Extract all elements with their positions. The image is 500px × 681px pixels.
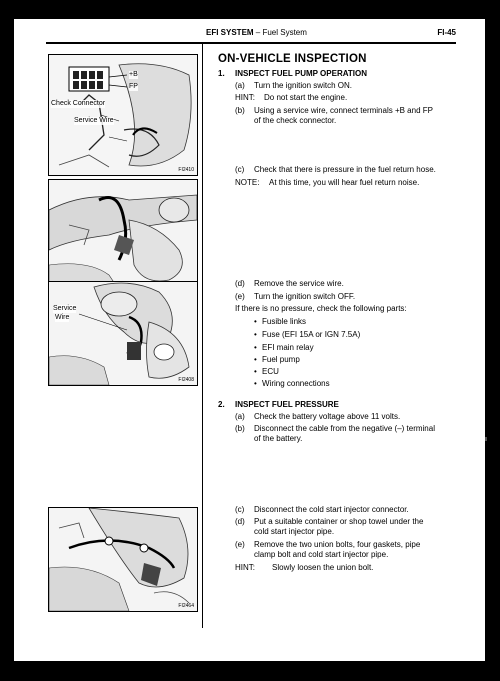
step-2c-label: (c)	[235, 505, 245, 514]
step-1c-label: (c)	[235, 165, 245, 174]
fuel-return-hose-illustration	[49, 180, 197, 290]
if-no-pressure-text: If there is no pressure, check the following parts:	[235, 304, 407, 313]
step-2d-line2: cold start injector pipe.	[254, 527, 335, 536]
step-1b-line2: of the check connector.	[254, 116, 337, 125]
step-2e-line2: clamp bolt and cold start injector pipe.	[254, 550, 389, 559]
hint-1-label: HINT:	[235, 93, 255, 102]
section1-number: 1.	[218, 69, 225, 78]
wire-label: Wire	[55, 314, 70, 321]
figure-code: FI2408	[178, 377, 194, 383]
cold-start-injector-illustration	[49, 508, 197, 611]
step-2b-line2: of the battery.	[254, 434, 303, 443]
manual-page	[14, 19, 485, 661]
terminal-b-label: +B	[129, 71, 138, 78]
figure-check-connector	[48, 54, 198, 176]
section2-number: 2.	[218, 400, 225, 409]
figure-cold-start-injector	[48, 507, 198, 612]
part-item: • Fusible links	[254, 317, 306, 327]
header-title: EFI SYSTEM – Fuel System	[206, 28, 307, 37]
part-item: • EFI main relay	[254, 343, 314, 353]
edge-mark	[485, 437, 487, 441]
column-divider	[202, 43, 203, 628]
section2-heading: INSPECT FUEL PRESSURE	[235, 400, 339, 409]
step-1e-label: (e)	[235, 292, 245, 301]
step-2e-line1: Remove the two union bolts, four gaskets, pipe	[254, 540, 421, 549]
step-1e-text: Turn the ignition switch OFF.	[254, 292, 356, 301]
step-1b-line1: Using a service wire, connect terminals +B and FP	[254, 106, 433, 115]
step-1d-text: Remove the service wire.	[254, 279, 344, 288]
terminal-fp-label: FP	[129, 83, 138, 90]
hint-2-text: Slowly loosen the union bolt.	[272, 563, 374, 572]
section1-heading: INSPECT FUEL PUMP OPERATION	[235, 69, 368, 78]
step-2e-label: (e)	[235, 540, 245, 549]
step-2d-line1: Put a suitable container or shop towel under the	[254, 517, 424, 526]
step-2b-label: (b)	[235, 424, 245, 433]
hint-1-text: Do not start the engine.	[264, 93, 348, 102]
part-item: • Fuse (EFI 15A or IGN 7.5A)	[254, 330, 360, 340]
service-wire-illustration	[49, 282, 197, 385]
figure-service-wire-removal	[48, 281, 198, 386]
note-text: At this time, you will hear fuel return noise.	[269, 178, 420, 187]
figure-code: FI2410	[178, 167, 194, 173]
note-label: NOTE:	[235, 178, 260, 187]
step-1a-text: Turn the ignition switch ON.	[254, 81, 352, 90]
service-label: Service	[53, 305, 77, 312]
step-1d-label: (d)	[235, 279, 245, 288]
step-1a-label: (a)	[235, 81, 245, 90]
part-item: • ECU	[254, 367, 279, 377]
page-header	[46, 28, 456, 40]
step-2b-line1: Disconnect the cable from the negative (–) terminal	[254, 424, 435, 433]
step-2a-label: (a)	[235, 412, 245, 421]
section-title: ON-VEHICLE INSPECTION	[218, 53, 367, 65]
service-wire-label: Service Wire	[74, 117, 114, 124]
page-number: FI-45	[437, 28, 456, 37]
figure-code: FI2464	[178, 603, 194, 609]
hint-2-label: HINT:	[235, 563, 255, 572]
check-connector-illustration	[49, 55, 197, 175]
figure-fuel-return-hose	[48, 179, 198, 291]
part-item: • Fuel pump	[254, 355, 300, 365]
step-2c-text: Disconnect the cold start injector connector.	[254, 505, 409, 514]
step-2a-text: Check the battery voltage above 11 volts.	[254, 412, 401, 421]
step-1b-label: (b)	[235, 106, 245, 115]
header-rule	[46, 42, 456, 44]
step-2d-label: (d)	[235, 517, 245, 526]
part-item: • Wiring connections	[254, 379, 330, 389]
step-1c-text: Check that there is pressure in the fuel return hose.	[254, 165, 436, 174]
check-connector-label: Check Connector	[51, 100, 106, 107]
